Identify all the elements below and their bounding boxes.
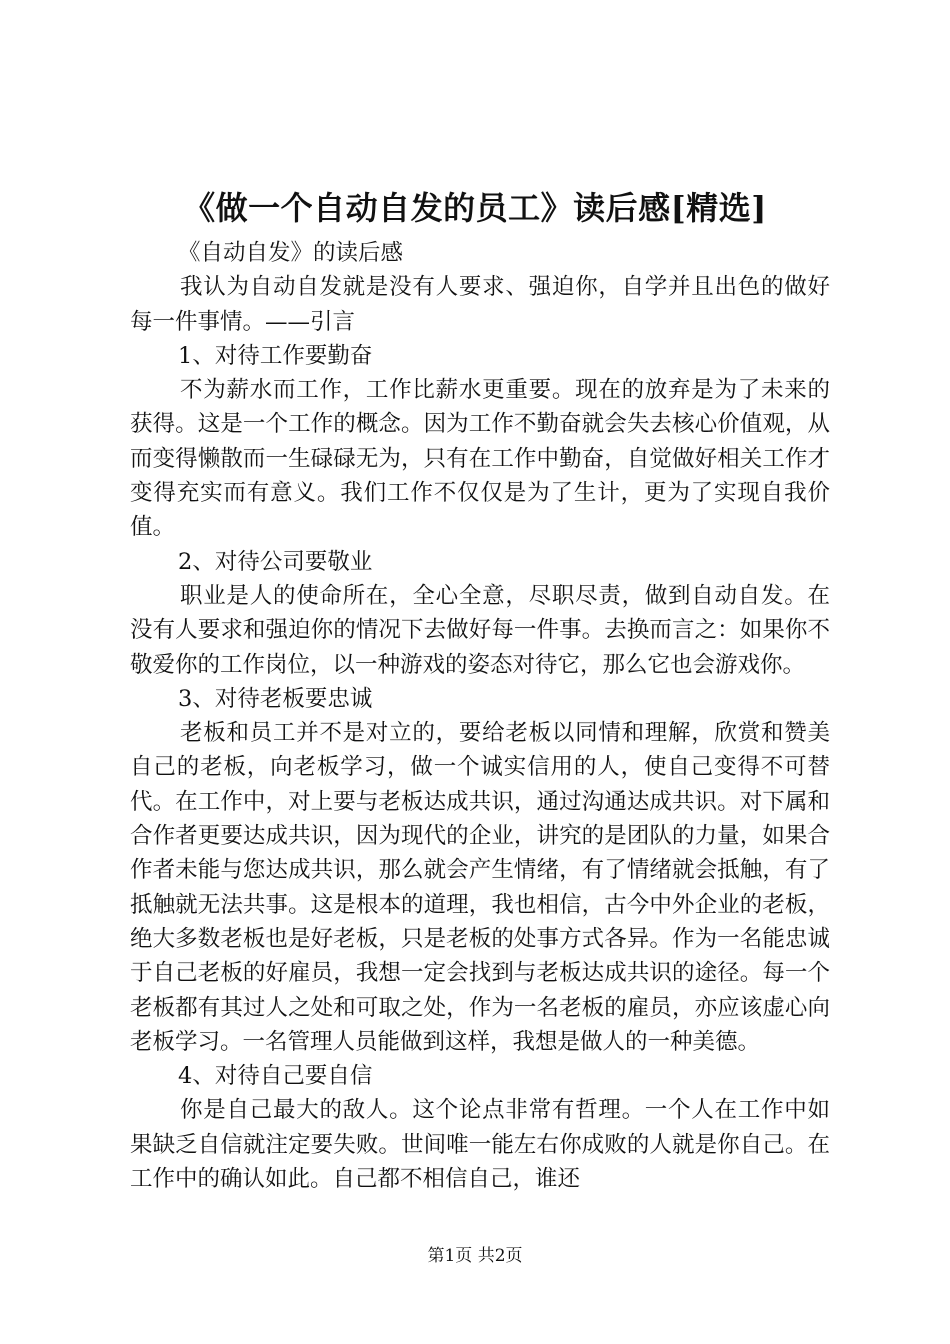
paragraph-2: 职业是人的使命所在，全心全意，尽职尽责，做到自动自发。在没有人要求和强迫你的情况下去做好每一件事。去换而言之：如果你不敬爱你的工作岗位，以一种游戏的姿态对待它，那么它也会游戏你。 [130, 582, 830, 678]
paragraph-4: 你是自己最大的敌人。这个论点非常有哲理。一个人在工作中如果缺乏自信就注定要失败。世间唯一能左右你成败的人就是你自己。在工作中的确认如此。自己都不相信自己，谁还 [130, 1097, 830, 1193]
document-body [130, 236, 830, 1196]
document-title: 《做一个自动自发的员工》读后感[精选] [183, 189, 767, 227]
paragraph-1: 不为薪水而工作，工作比薪水更重要。现在的放弃是为了未来的获得。这是一个工作的概念。因为工作不勤奋就会失去核心价值观，从而变得懒散而一生碌碌无为，只有在工作中勤奋，自觉做好相关工作才变得充实而有意义。我们工作不仅仅是为了生计，更为了实现自我价值。 [130, 377, 830, 541]
paragraph-3: 老板和员工并不是对立的，要给老板以同情和理解，欣赏和赞美自己的老板，向老板学习，做一个诚实信用的人，使自己变得不可替代。在工作中，对上要与老板达成共识，通过沟通达成共识。对下属和合作者更要达成共识，因为现代的企业，讲究的是团队的力量，如果合作者未能与您达成共识，那么就会产生情绪，有了情绪就会抵触，有了抵触就无法共事。这是根本的道理，我也相信，古今中外企业的老板，绝大多数老板也是好老板，只是老板的处事方式各异。作为一名能忠诚于自己老板的好雇员，我想一定会找到与老板达成共识的途径。每一个老板都有其过人之处和可取之处，作为一名老板的雇员，亦应该虚心向老板学习。一名管理人员能做到这样，我想是做人的一种美德。 [130, 720, 830, 1055]
page-number-footer: 第1页 共2页 [427, 1246, 523, 1266]
paragraph-intro: 我认为自动自发就是没有人要求、强迫你，自学并且出色的做好每一件事情。——引言 [130, 274, 830, 335]
section-heading-3: 3、对待老板要忠诚 [178, 685, 373, 712]
section-heading-4: 4、对待自己要自信 [178, 1063, 373, 1090]
section-heading-2: 2、对待公司要敬业 [178, 548, 373, 575]
section-heading-intro: 《自动自发》的读后感 [178, 240, 404, 266]
section-heading-1: 1、对待工作要勤奋 [178, 342, 373, 369]
